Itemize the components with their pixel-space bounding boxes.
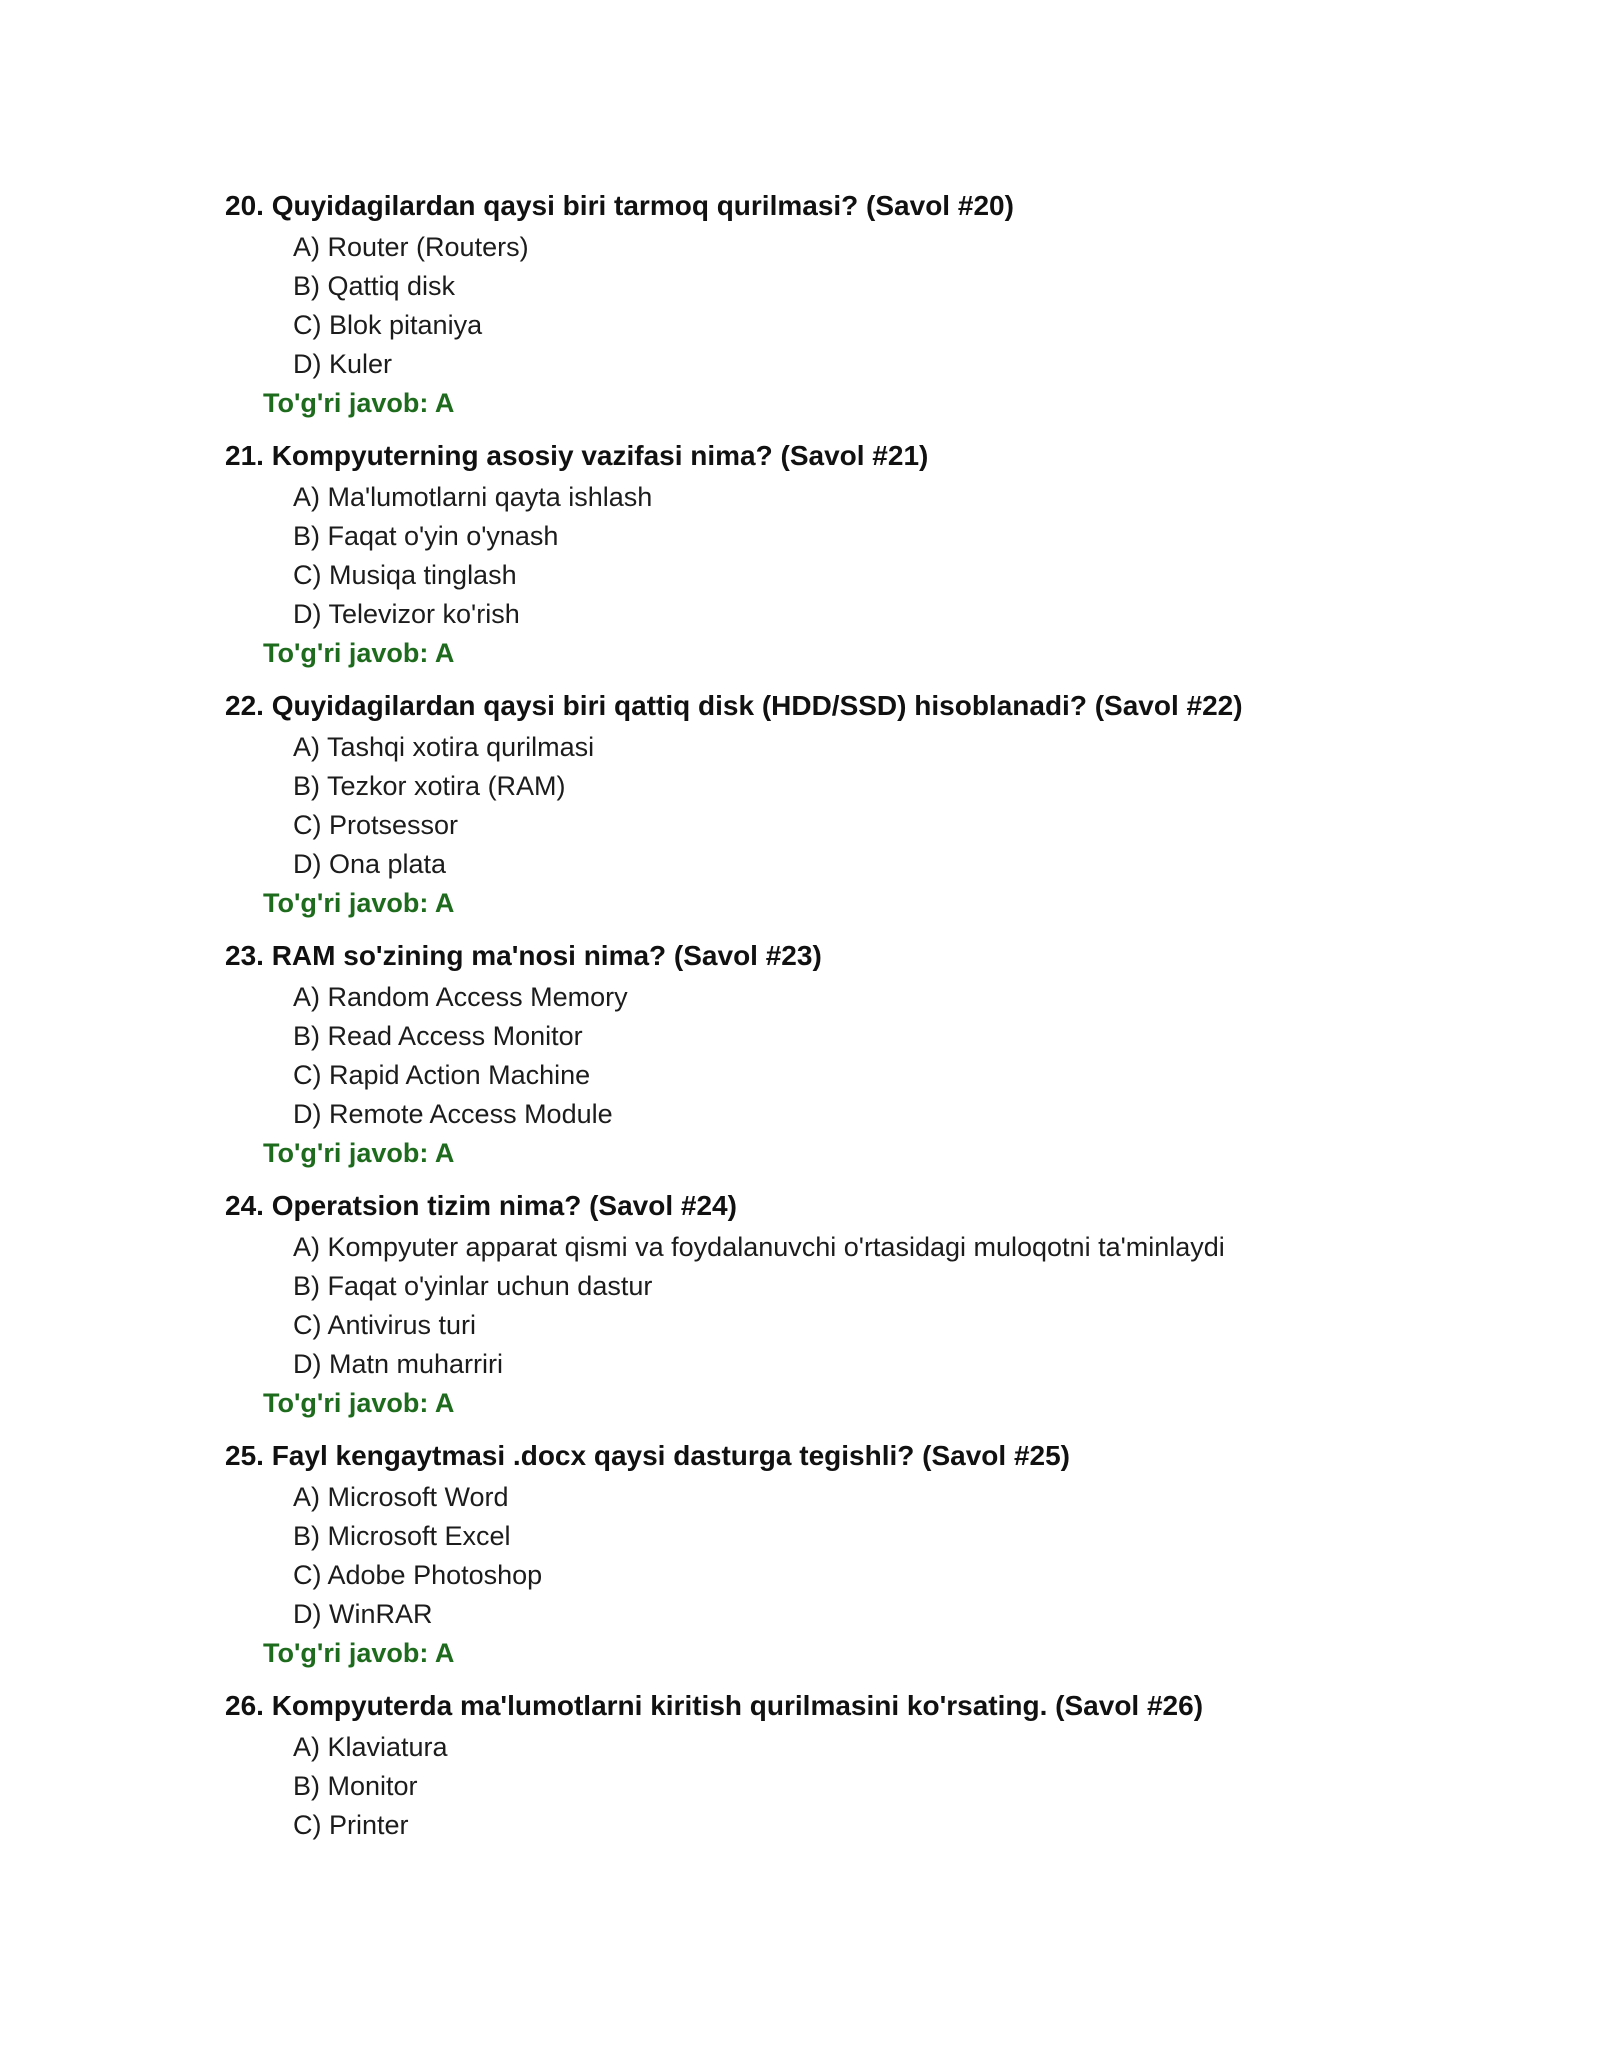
answer-option: C) Rapid Action Machine (293, 1060, 591, 1090)
answer-options (225, 1228, 1525, 1384)
answer-options (225, 978, 1525, 1134)
answer-option: C) Printer (293, 1810, 409, 1840)
question-list (225, 186, 1525, 1858)
question-block-3 (225, 686, 1525, 923)
answer-option: B) Faqat o'yinlar uchun dastur (293, 1271, 653, 1301)
answer-option: D) Kuler (293, 349, 393, 379)
question-block-4 (225, 936, 1525, 1173)
answer-option: C) Adobe Photoshop (293, 1560, 543, 1590)
answer-options (225, 478, 1525, 634)
question-title: 20. Quyidagilardan qaysi biri tarmoq qurilmasi? (Savol #20) (225, 190, 1014, 221)
correct-answer: To'g'ri javob: A (263, 638, 455, 668)
answer-option: B) Tezkor xotira (RAM) (293, 771, 566, 801)
answer-option: D) WinRAR (293, 1599, 433, 1629)
answer-options (225, 228, 1525, 384)
correct-answer: To'g'ri javob: A (263, 1388, 455, 1418)
answer-option: A) Kompyuter apparat qismi va foydalanuvchi o'rtasidagi muloqotni ta'minlaydi (293, 1232, 1225, 1262)
answer-option: C) Protsessor (293, 810, 459, 840)
correct-answer: To'g'ri javob: A (263, 1138, 455, 1168)
question-title: 25. Fayl kengaytmasi .docx qaysi dasturga tegishli? (Savol #25) (225, 1440, 1070, 1471)
answer-option: D) Remote Access Module (293, 1099, 613, 1129)
answer-option: A) Router (Routers) (293, 232, 529, 262)
answer-option: A) Tashqi xotira qurilmasi (293, 732, 595, 762)
answer-option: B) Microsoft Excel (293, 1521, 511, 1551)
question-block-2 (225, 436, 1525, 673)
answer-options (225, 1478, 1525, 1634)
question-block-7 (225, 1686, 1525, 1845)
answer-option: D) Ona plata (293, 849, 447, 879)
answer-option: C) Antivirus turi (293, 1310, 477, 1340)
answer-option: B) Monitor (293, 1771, 418, 1801)
correct-answer: To'g'ri javob: A (263, 888, 455, 918)
answer-option: A) Klaviatura (293, 1732, 448, 1762)
answer-options (225, 728, 1525, 884)
question-block-6 (225, 1436, 1525, 1673)
question-block-1 (225, 186, 1525, 423)
answer-option: B) Faqat o'yin o'ynash (293, 521, 559, 551)
correct-answer: To'g'ri javob: A (263, 1638, 455, 1668)
question-title: 22. Quyidagilardan qaysi biri qattiq disk (HDD/SSD) hisoblanadi? (Savol #22) (225, 690, 1243, 721)
answer-option: A) Ma'lumotlarni qayta ishlash (293, 482, 653, 512)
answer-option: A) Random Access Memory (293, 982, 628, 1012)
answer-option: D) Matn muharriri (293, 1349, 504, 1379)
answer-option: D) Televizor ko'rish (293, 599, 520, 629)
question-title: 23. RAM so'zining ma'nosi nima? (Savol #23) (225, 940, 822, 971)
answer-options (225, 1728, 1525, 1845)
answer-option: C) Blok pitaniya (293, 310, 483, 340)
answer-option: A) Microsoft Word (293, 1482, 509, 1512)
question-block-5 (225, 1186, 1525, 1423)
question-title: 21. Kompyuterning asosiy vazifasi nima? (Savol #21) (225, 440, 929, 471)
answer-option: B) Qattiq disk (293, 271, 456, 301)
question-title: 26. Kompyuterda ma'lumotlarni kiritish qurilmasini ko'rsating. (Savol #26) (225, 1690, 1204, 1721)
answer-option: B) Read Access Monitor (293, 1021, 583, 1051)
question-title: 24. Operatsion tizim nima? (Savol #24) (225, 1190, 737, 1221)
correct-answer: To'g'ri javob: A (263, 388, 455, 418)
answer-option: C) Musiqa tinglash (293, 560, 517, 590)
